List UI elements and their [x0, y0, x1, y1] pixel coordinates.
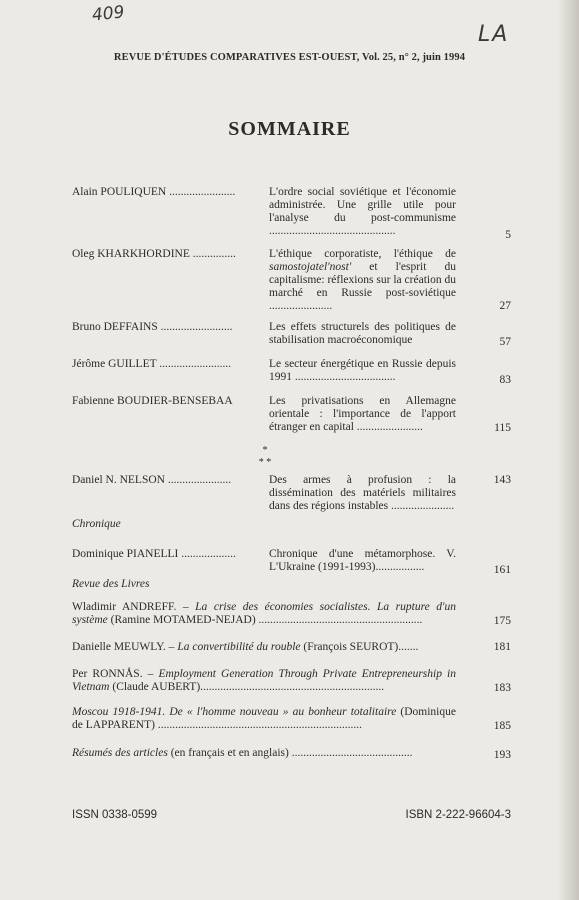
handwritten-initials: LA — [478, 22, 510, 47]
entry-title: Les effets structurels des politiques de stabilisation macroéconomique — [269, 321, 456, 346]
page-title: SOMMAIRE — [228, 118, 351, 140]
entry-page: 143 — [493, 474, 511, 486]
review-entry — [72, 747, 456, 760]
review-book: Résumés des articles — [72, 747, 168, 759]
review-reviewer: (Claude AUBERT)................................................................ — [109, 681, 385, 693]
entry-page: 5 — [505, 229, 511, 241]
review-entry — [72, 601, 456, 627]
chronique-title: Chronique d'une métamorphose. V. L'Ukraine (1991-1993)................. — [269, 548, 456, 573]
review-reviewer: (Dominique de LAPPARENT) ....................................................................... — [72, 706, 456, 731]
issn-number: ISSN 0338-0599 — [72, 809, 158, 821]
entry-title: Des armes à profusion : la dissémination des matériels militaires dans des régions instables ...................... — [269, 474, 456, 512]
review-page: 183 — [493, 682, 511, 694]
title-part: et l'esprit du capitalisme: réflexions sur la création du marché en Russie post-soviétique ...................... — [269, 261, 456, 312]
entry-author: Jérôme GUILLET ......................... — [72, 358, 232, 370]
review-reviewer: (Ramine MOTAMED-NEJAD) ......................................................... — [107, 614, 423, 626]
review-book: La crise des économies socialistes. La rupture d'un système — [72, 601, 456, 626]
entry-author: Daniel N. NELSON ...................... — [72, 474, 232, 486]
title-part-italic: samostojatel'nost' — [269, 261, 352, 273]
review-entry — [72, 706, 456, 732]
entry-title: Le secteur énergétique en Russie depuis 1991 ................................... — [269, 358, 456, 383]
title-part: L'éthique corporatiste, l'éthique de — [269, 248, 456, 260]
review-page: 193 — [493, 749, 511, 761]
entry-title: Les privatisations en Allemagne orientale : l'importance de l'apport étranger en capital ....................... — [269, 395, 456, 433]
entry-author: Fabienne BOUDIER-BENSEBAA — [72, 395, 233, 407]
review-book: Moscou 1918-1941. De « l'homme nouveau » au bonheur totalitaire — [72, 706, 397, 718]
review-entry — [72, 668, 456, 694]
section-label-chronique: Chronique — [72, 518, 121, 530]
entry-page: 115 — [494, 422, 511, 434]
chronique-author: Dominique PIANELLI ................... — [72, 548, 236, 560]
entry-page: 57 — [499, 336, 511, 348]
entry-author: Oleg KHARKHORDINE ............... — [72, 248, 236, 260]
review-author: Wladimir ANDREFF. – — [72, 601, 196, 613]
separator-star: * — [262, 445, 268, 456]
entry-author: Bruno DEFFAINS ......................... — [72, 321, 233, 333]
review-reviewer: (François SEUROT)....... — [300, 641, 419, 653]
entry-author: Alain POULIQUEN ....................... — [72, 186, 236, 198]
review-author: Danielle MEUWLY. – — [72, 641, 178, 653]
isbn-number: ISBN 2-222-96604-3 — [405, 809, 511, 821]
review-page: 181 — [493, 641, 511, 653]
handwritten-number: 409 — [91, 2, 126, 26]
review-author: Per RONNÅS. – — [72, 668, 159, 680]
section-label-reviews: Revue des Livres — [72, 578, 150, 590]
journal-header: REVUE D'ÉTUDES COMPARATIVES EST-OUEST, Vol. 25, n° 2, juin 1994 — [113, 52, 466, 63]
chronique-page: 161 — [493, 564, 511, 576]
review-book: La convertibilité du rouble — [177, 641, 301, 653]
review-entry — [72, 641, 456, 654]
review-page: 175 — [493, 615, 511, 627]
review-page: 185 — [493, 720, 511, 732]
entry-title — [269, 248, 456, 313]
entry-title: L'ordre social soviétique et l'économie administrée. Une grille utile pour l'analyse du post-communisme ............................................ — [269, 186, 456, 237]
separator-stars: * * — [258, 457, 272, 468]
entry-page: 83 — [499, 374, 511, 386]
review-book: Employment Generation Through Private Entrepreneurship in Vietnam — [72, 668, 456, 693]
entry-page: 27 — [499, 300, 511, 312]
review-reviewer: (en français et en anglais) .......................................... — [167, 747, 413, 759]
